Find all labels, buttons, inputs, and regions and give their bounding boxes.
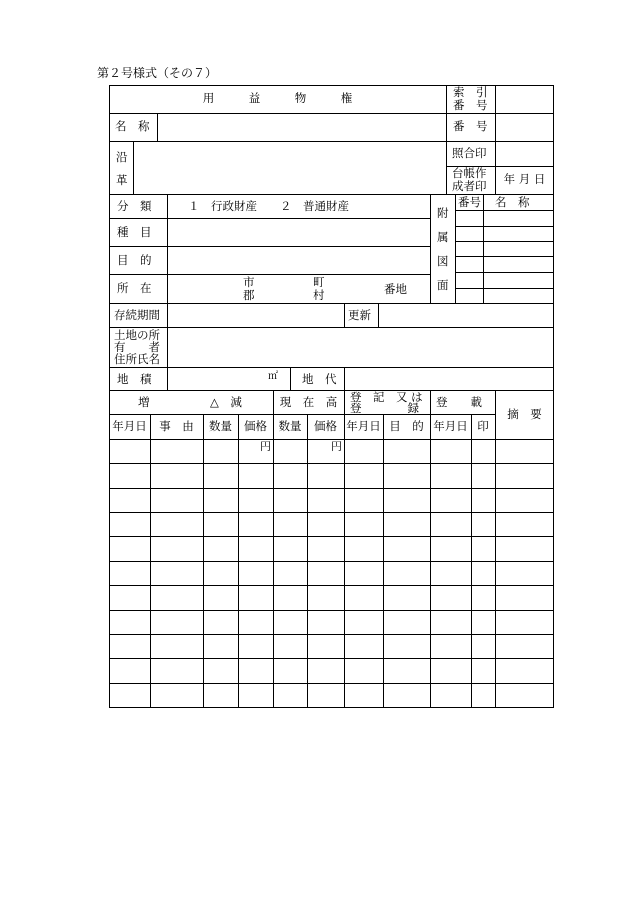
- col-quantity-2: 数量: [278, 419, 302, 433]
- col-date-3: 年月日: [433, 419, 468, 433]
- col-reason: 事 由: [159, 419, 194, 433]
- col-price-2: 価格: [314, 419, 337, 433]
- currency-mark-1: 円: [260, 440, 271, 453]
- lot-label: 番地: [384, 282, 407, 296]
- remarks-label: 摘 要: [507, 407, 542, 421]
- attached-number-col: 番号: [458, 195, 481, 209]
- type-label: 種 目: [117, 225, 152, 239]
- registration-label-1: 登 記 又 は: [350, 390, 423, 404]
- history-label-1: 沿: [116, 150, 128, 164]
- attached-label-4: 面: [437, 278, 449, 292]
- ledger-author-label-2: 成者印: [452, 179, 487, 193]
- entry-label: 登 載: [436, 395, 482, 409]
- increase-label: 増: [138, 395, 150, 409]
- renewal-label: 更新: [348, 308, 371, 322]
- owner-label-2: 有 者: [114, 340, 160, 354]
- check-seal-label: 照合印: [452, 146, 487, 160]
- owner-label-3: 住所氏名: [114, 352, 160, 366]
- city-label: 市: [243, 275, 255, 289]
- index-label-1: 索 引: [453, 85, 488, 99]
- col-purpose: 目 的: [389, 419, 424, 433]
- attached-name-col: 名 称: [495, 195, 530, 209]
- decrease-label: △ 減: [210, 395, 242, 409]
- col-price-1: 価格: [244, 419, 267, 433]
- date-label: 年 月 日: [503, 172, 546, 186]
- current-amount-label: 現 在 高: [279, 395, 338, 409]
- index-label-2: 番 号: [453, 98, 488, 112]
- duration-label: 存続期間: [114, 308, 160, 322]
- col-date-1: 年月日: [112, 419, 147, 433]
- village-label: 村: [313, 288, 325, 302]
- attached-label-3: 図: [437, 254, 449, 268]
- town-label: 町: [313, 275, 325, 289]
- col-quantity-1: 数量: [209, 419, 232, 433]
- name-label: 名 称: [115, 119, 150, 133]
- col-date-2: 年月日: [346, 419, 381, 433]
- ledger-author-label-1: 台帳作: [452, 166, 487, 180]
- col-seal: 印: [477, 419, 489, 433]
- owner-label-1: 土地の所: [114, 328, 160, 342]
- area-label: 地 積: [117, 372, 152, 386]
- form-number: 第２号様式（その７）: [97, 66, 218, 80]
- attached-label-2: 属: [437, 230, 449, 244]
- location-label: 所 在: [117, 281, 152, 295]
- county-label: 郡: [243, 288, 255, 302]
- area-unit: ㎡: [268, 371, 278, 382]
- history-label-2: 革: [116, 173, 128, 187]
- registration-label-2: 登 録: [350, 401, 419, 415]
- classification-value: １ 行政財産 ２ 普通財産: [188, 199, 349, 213]
- purpose-label: 目 的: [117, 253, 152, 267]
- rent-label: 地 代: [302, 372, 337, 386]
- number-label: 番 号: [453, 119, 488, 133]
- attached-label-1: 附: [437, 206, 449, 220]
- form-title: 用 益 物 権: [202, 91, 353, 105]
- classification-label: 分 類: [117, 199, 152, 213]
- currency-mark-2: 円: [331, 440, 342, 453]
